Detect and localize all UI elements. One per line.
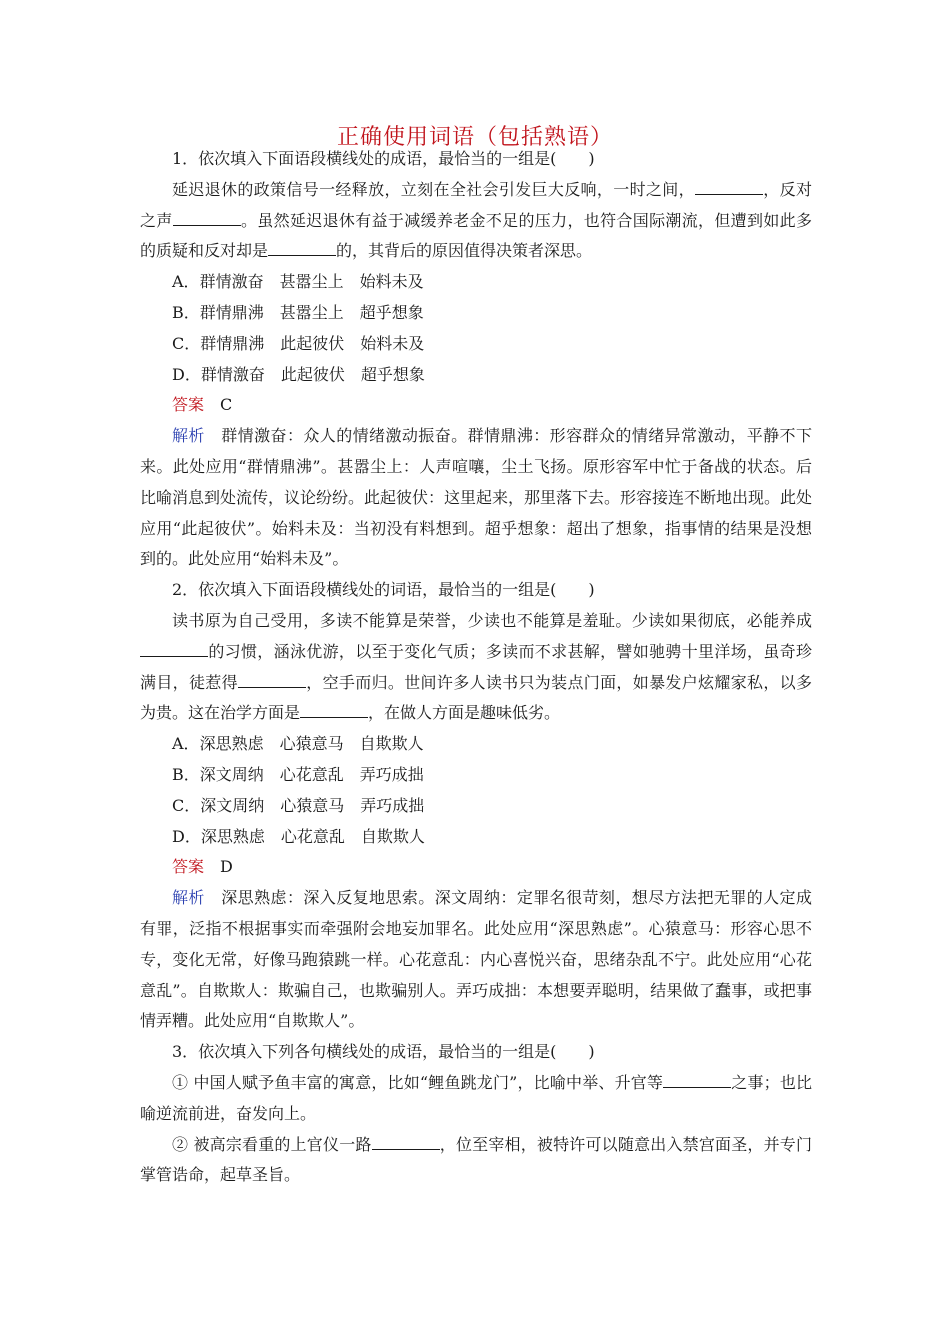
q3-sentence-2: ② 被高宗看重的上官仪一路 ，位至宰相，被特许可以随意出入禁宫面圣，并专门掌管诰命，起草圣旨。 bbox=[140, 1134, 812, 1185]
analysis-label: 解析 bbox=[172, 888, 205, 908]
q1-option-b: B．群情鼎沸 甚嚣尘上 超乎想象 bbox=[172, 302, 424, 322]
q1-option-a: A．群情激奋 甚嚣尘上 始料未及 bbox=[172, 272, 424, 292]
blank-line bbox=[268, 239, 336, 256]
q1-passage: 延迟退休的政策信号一经释放，立刻在全社会引发巨大反响，一时之间， ，反对之声 。虽然延迟退休有益于减缓养老金不足的压力，也符合国际潮流，但遭到如此多的质疑和反对却是 的，其背后的原因值得决策者深思。 bbox=[140, 179, 812, 261]
blank-line bbox=[372, 1133, 440, 1150]
answer-label: 答案 bbox=[172, 857, 205, 877]
q2-option-b: B．深文周纳 心花意乱 弄巧成拙 bbox=[172, 764, 424, 784]
document-body bbox=[140, 144, 812, 1191]
q3-stem: 3．依次填入下列各句横线处的成语，最恰当的一组是( ) bbox=[172, 1042, 595, 1062]
page-title: 正确使用词语（包括熟语） bbox=[336, 125, 613, 150]
q1-analysis: 解析 群情激奋：众人的情绪激动振奋。群情鼎沸：形容群众的情绪异常激动，平静不下来。此处应用“群情鼎沸”。甚嚣尘上：人声喧嚷，尘土飞扬。原形容军中忙于备战的状态。后比喻消息到处流传，议论纷纷。此起彼伏：这里起来，那里落下去。形容接连不断地出现。此处应用“此起彼伏”。始料未及：当初没有料想到。超乎想象：超出了想象，指事情的结果是没想到的。此处应用“始料未及”。 bbox=[140, 426, 813, 569]
blank-line bbox=[238, 671, 306, 688]
q1-stem: 1．依次填入下面语段横线处的成语，最恰当的一组是( ) bbox=[172, 149, 595, 168]
q2-passage: 读书原为自己受用，多读不能算是荣誉，少读也不能算是羞耻。少读如果彻底，必能养成的习惯，涵泳优游，以至于变化气质；多读而不求甚解，譬如驰骋十里洋场，虽奇珍满目，徒惹得 ，空手而归。世间许多人读书只为装点门面，如暴发户炫耀家私，以多为贵。这在治学方面是 ，在做人方面是趣味低劣。 bbox=[140, 610, 812, 723]
blank-line bbox=[300, 701, 368, 718]
q2-option-a: A．深思熟虑 心猿意马 自欺欺人 bbox=[172, 734, 424, 754]
q2-option-d: D．深思熟虑 心花意乱 自欺欺人 bbox=[172, 826, 425, 846]
q2-answer: 答案 D bbox=[172, 857, 233, 877]
q1-answer: 答案 C bbox=[172, 395, 233, 415]
q2-stem: 2．依次填入下面语段横线处的词语，最恰当的一组是( ) bbox=[172, 580, 595, 600]
blank-line bbox=[140, 640, 208, 657]
q2-option-c: C．深文周纳 心猿意马 弄巧成拙 bbox=[172, 795, 425, 815]
blank-line bbox=[173, 209, 241, 226]
answer-label: 答案 bbox=[172, 395, 205, 415]
blank-line bbox=[663, 1071, 731, 1088]
analysis-label: 解析 bbox=[172, 426, 205, 446]
q3-sentence-1: ① 中国人赋予鱼丰富的寓意，比如“鲤鱼跳龙门”，比喻中举、升官等 之事；也比喻逆流前进，奋发向上。 bbox=[140, 1072, 812, 1123]
q2-analysis: 解析 深思熟虑：深入反复地思索。深文周纳：定罪名很苛刻，想尽方法把无罪的人定成有罪，泛指不根据事实而牵强附会地妄加罪名。此处应用“深思熟虑”。心猿意马：形容心思不专，变化无常，好像马跑猿跳一样。心花意乱：内心喜悦兴奋，思绪杂乱不宁。此处应用“心花意乱”。自欺欺人：欺骗自己，也欺骗别人。弄巧成拙：本想要弄聪明，结果做了蠢事，或把事情弄糟。此处应用“自欺欺人”。 bbox=[140, 888, 812, 1031]
q1-option-c: C．群情鼎沸 此起彼伏 始料未及 bbox=[172, 333, 425, 353]
blank-line bbox=[695, 178, 763, 195]
q1-option-d: D．群情激奋 此起彼伏 超乎想象 bbox=[172, 364, 425, 384]
